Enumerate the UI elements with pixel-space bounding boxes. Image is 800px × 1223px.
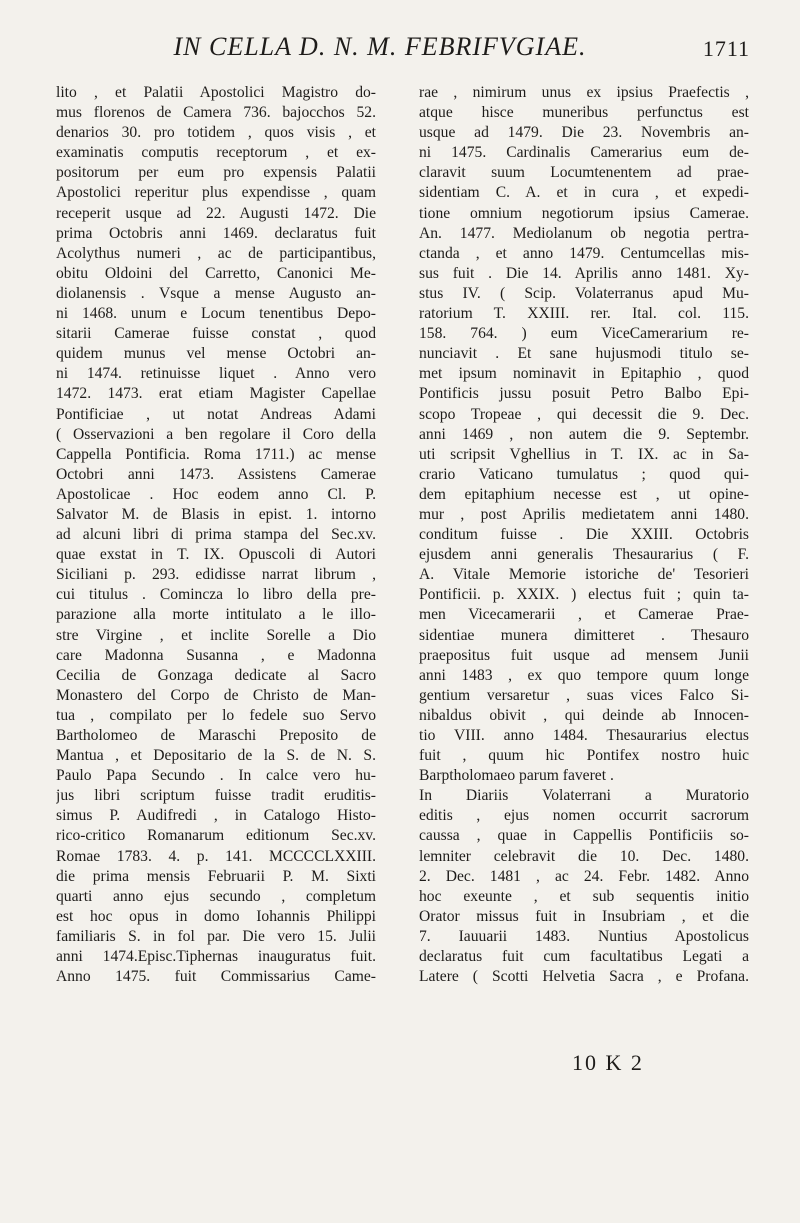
text-line: cui titulus . Comincza lo libro della pre- — [56, 586, 376, 604]
text-line: uti scripsit Vghellius in T. IX. ac in Sa- — [419, 445, 749, 463]
text-line: care Madonna Susanna , e Madonna — [56, 646, 376, 664]
running-header — [70, 26, 750, 72]
text-line: Pontificis jussu posuit Petro Balbo Epi- — [419, 385, 749, 403]
text-line: Cappella Pontificia. Roma 1711.) ac mense — [56, 445, 376, 463]
text-line: An. 1477. Mediolanum ob negotia pertra- — [419, 224, 749, 242]
text-line: declaratus fuit cum facultatibus Legati a — [419, 948, 749, 966]
text-line: Orator missus fuit in Insubriam , et die — [419, 907, 749, 925]
page-number: 1711 — [702, 36, 750, 61]
text-line: conditum fuisse . Die XXIII. Octobris — [419, 526, 749, 544]
text-line: denarios 30. pro totidem , quos visis , et — [56, 124, 376, 142]
text-line: Romae 1783. 4. p. 141. MCCCCLXXIII. — [56, 847, 376, 865]
text-line: Barptholomaeo parum faveret . — [419, 767, 614, 785]
text-line: 2. Dec. 1481 , ac 24. Febr. 1482. Anno — [419, 867, 749, 885]
text-line: caussa , quae in Cappellis Pontificiis so- — [419, 827, 749, 845]
text-line: die prima mensis Februarii P. M. Sixti — [56, 867, 376, 885]
text-line: obitu Oldoini del Carretto, Canonici Me- — [56, 264, 376, 282]
text-line: Siciliani p. 293. edidisse narrat librum , — [56, 566, 376, 584]
text-line: fuit , quum hic Pontifex nostro huic — [419, 747, 749, 765]
text-line: rico-critico Romanarum editionum Sec.xv. — [56, 827, 376, 845]
text-line: gentium versaretur , suas vices Falco Si- — [419, 686, 749, 704]
text-line: usque ad 1479. Die 23. Novembris an- — [419, 124, 749, 142]
header-title: IN CELLA D. N. M. FEBRIFVGIAE. — [173, 32, 587, 61]
text-line: quae exstat in T. IX. Opuscoli di Autori — [56, 546, 376, 564]
text-line: Bartholomeo de Maraschi Preposito de — [56, 727, 376, 744]
text-line: ( Osservazioni a ben regolare il Coro della — [56, 425, 376, 443]
text-line: Mantua , et Depositario de la S. de N. S. — [56, 747, 376, 765]
text-line: dem epitaphium necesse est , ut opine- — [419, 485, 749, 503]
text-line: rae , nimirum unus ex ipsius Praefectis , — [419, 84, 749, 101]
text-line: crario Vaticano tumulatus ; quod qui- — [419, 465, 749, 483]
text-line: stre Virgine , et inclite Sorelle a Dio — [56, 626, 376, 644]
text-line: men Vicecamerarii , et Camerae Prae- — [419, 606, 749, 624]
text-line: tione omnium negotiorum ipsius Camerae. — [419, 204, 749, 222]
text-line: ctanda , et anno 1479. Centumcellas mis- — [419, 244, 749, 262]
text-line: diolanensis . Vsque a mense Augusto an- — [56, 284, 376, 302]
text-line: ejusdem anni generalis Thesaurarius ( F. — [419, 546, 749, 564]
text-line: examinatis computis receptorum , et ex- — [56, 144, 376, 162]
text-line: est hoc opus in domo Iohannis Philippi — [56, 907, 376, 925]
text-line: 158. 764. ) eum ViceCamerarium re- — [419, 325, 749, 343]
text-line: Paulo Papa Secundo . In calce vero hu- — [56, 767, 376, 785]
text-line: Octobri anni 1473. Assistens Camerae — [56, 465, 376, 483]
text-line: ni 1475. Cardinalis Camerarius eum de- — [419, 144, 749, 162]
text-line: prima Octobris anni 1469. declaratus fuit — [56, 224, 376, 242]
text-line: sidentiae munera dimitteret . Thesauro — [419, 626, 749, 644]
text-line: Pontificiae , ut notat Andreas Adami — [56, 405, 376, 423]
text-line: ad alcuni libri di prima stampa del Sec.xv. — [56, 526, 376, 544]
text-line: quidem munus vel mense Octobri an- — [56, 345, 376, 363]
text-line: hoc exeunte , et sub sequentis initio — [419, 887, 749, 905]
text-line: ratorium T. XXIII. rer. Ital. col. 115. — [419, 305, 749, 323]
text-line: A. Vitale Memorie istoriche de' Tesorieri — [419, 566, 749, 584]
text-line: nunciavit . Et sane hujusmodi titulo se- — [419, 345, 749, 363]
text-line: Apostolici reperitur plus expendisse , quam — [56, 184, 376, 202]
text-line: nibaldus obivit , qui deinde ab Innocen- — [419, 706, 749, 724]
text-line: Cecilia de Gonzaga dedicate al Sacro — [56, 666, 376, 684]
text-line: Salvator M. de Blasis in epist. 1. intorno — [56, 505, 376, 523]
text-line: anni 1469 , non autem die 9. Septembr. — [419, 425, 749, 443]
text-line: lito , et Palatii Apostolici Magistro do- — [56, 84, 376, 101]
text-line: editis , ejus nomen occurrit sacrorum — [419, 807, 749, 825]
text-line: ni 1468. unum e Locum tenentibus Depo- — [56, 305, 376, 323]
text-line: lemniter celebravit die 10. Dec. 1480. — [419, 847, 749, 865]
text-line: jus libri scriptum fuisse tradit eruditis- — [56, 787, 376, 805]
text-line: 7. Iauuarii 1483. Nuntius Apostolicus — [419, 927, 749, 945]
text-line: ni 1474. retinuisse liquet . Anno vero — [56, 365, 376, 383]
text-line: Anno 1475. fuit Commissarius Came- — [56, 968, 376, 986]
text-line: simus P. Audifredi , in Catalogo Histo- — [56, 807, 376, 825]
text-line: familiaris S. in fol par. Die vero 15. Julii — [56, 927, 376, 945]
text-line: tua , compilato per lo fedele suo Servo — [56, 706, 376, 724]
text-line: parazione alla morte intitulato a le illo- — [56, 606, 376, 624]
text-line: Latere ( Scotti Helvetia Sacra , e Profana. — [419, 968, 749, 986]
left-text-column — [56, 83, 376, 987]
text-line: Acolythus numeri , ac de participantibus, — [56, 244, 376, 262]
text-line: quarti anno ejus secundo , completum — [56, 887, 376, 905]
text-line: anni 1483 , ex quo tempore quum longe — [419, 666, 749, 684]
text-line: sus fuit . Die 14. Aprilis anno 1481. Xy- — [419, 264, 749, 282]
text-line: praepositus fuit usque ad mensem Junii — [419, 646, 749, 664]
text-line: receperit usque ad 22. Augusti 1472. Die — [56, 204, 376, 222]
text-line: mur , post Aprilis medietatem anni 1480. — [419, 505, 749, 523]
text-line: tio VIII. anno 1484. Thesaurarius electus — [419, 727, 749, 744]
text-line: stus IV. ( Scip. Volaterranus apud Mu- — [419, 284, 749, 302]
text-line: anni 1474.Episc.Tiphernas inauguratus fuit. — [56, 948, 376, 966]
right-text-column — [419, 83, 749, 987]
text-line: atque hisce muneribus perfunctus est — [419, 104, 749, 122]
text-line: 1472. 1473. erat etiam Magister Capellae — [56, 385, 376, 403]
text-line: Apostolicae . Hoc eodem anno Cl. P. — [56, 485, 376, 503]
text-line: sitarii Camerae fuisse constat , quod — [56, 325, 376, 343]
text-line: scopo Tropeae , qui decessit die 9. Dec. — [419, 405, 749, 423]
text-line: claravit suum Locumtenentem ad prae- — [419, 164, 749, 182]
text-line: mus florenos de Camera 736. bajocchos 52. — [56, 104, 376, 122]
text-line: sidentiam C. A. et in cura , et expedi- — [419, 184, 749, 202]
signature-mark: 10 K 2 — [572, 1050, 644, 1075]
text-line: met ipsum nominavit in Epitaphio , quod — [419, 365, 749, 383]
text-line: Pontificii. p. XXIX. ) electus fuit ; quin ta- — [419, 586, 749, 604]
text-line: positorum per eum pro expensis Palatii — [56, 164, 376, 182]
text-line: In Diariis Volaterrani a Muratorio — [419, 787, 749, 805]
text-line: Monastero del Corpo de Christo de Man- — [56, 686, 376, 704]
